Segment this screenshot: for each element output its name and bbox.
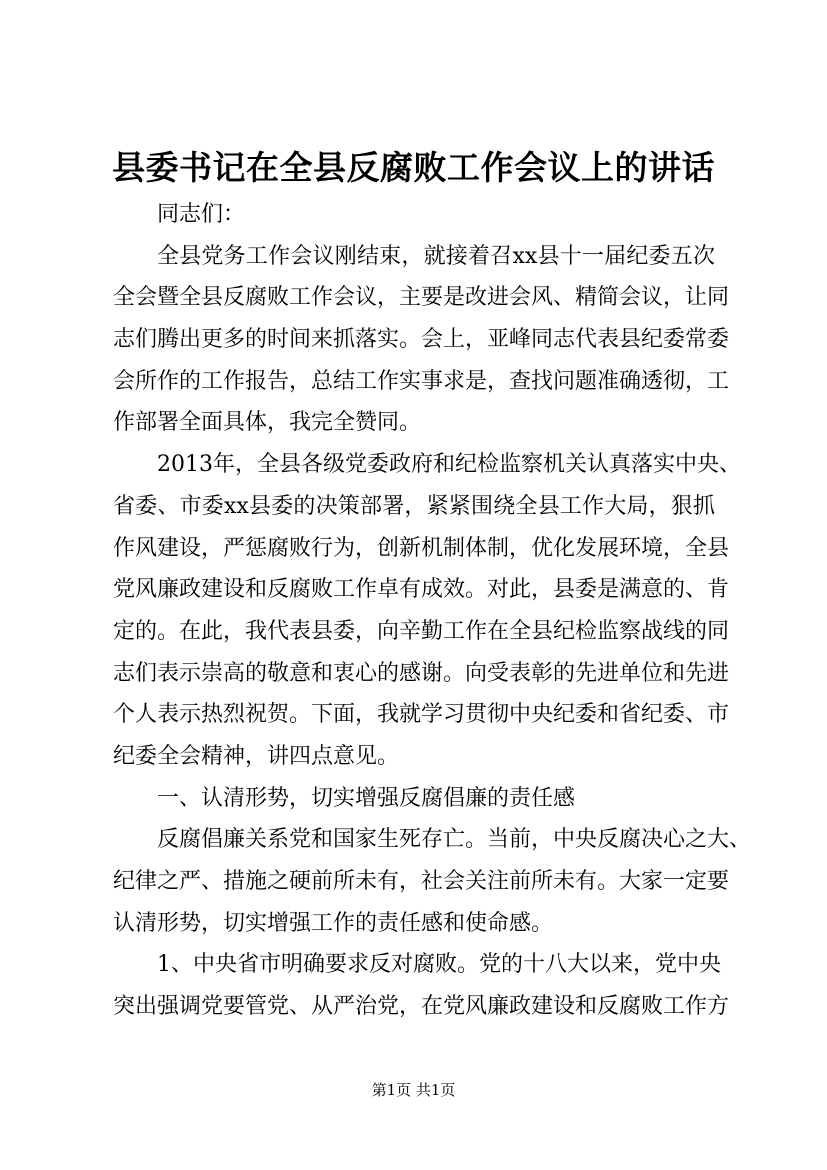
body-line: 个人表示热烈祝贺。下面，我就学习贯彻中央纪委和省纪委、市 [113, 702, 730, 728]
body-line: 1、中央省市明确要求反对腐败。党的十八大以来，党中央 [157, 952, 721, 978]
body-line: 省委、市委xx县委的决策部署，紧紧围绕全县工作大局，狠抓 [113, 493, 715, 519]
body-line: 全会暨全县反腐败工作会议，主要是改进会风、精简会议，让同 [113, 285, 730, 311]
document-title: 县委书记在全县反腐败工作会议上的讲话 [112, 148, 715, 187]
body-line: 反腐倡廉关系党和国家生死存亡。当前，中央反腐决心之大、 [157, 827, 752, 853]
body-line: 认清形势，切实增强工作的责任感和使命感。 [113, 910, 554, 936]
page-footer: 第1页 共1页 [371, 1081, 456, 1099]
body-line: 作部署全面具体，我完全赞同。 [113, 410, 422, 436]
body-line: 党风廉政建设和反腐败工作卓有成效。对此，县委是满意的、肯 [113, 577, 730, 603]
body-line: 同志们： [157, 202, 246, 227]
body-line: 纪委全会精神，讲四点意见。 [113, 743, 400, 769]
body-line: 突出强调党要管党、从严治党，在党风廉政建设和反腐败工作方 [113, 994, 730, 1020]
body-line: 纪律之严、措施之硬前所未有，社会关注前所未有。大家一定要 [113, 869, 730, 894]
body-line: 全县党务工作会议刚结束，就接着召xx县十一届纪委五次 [157, 243, 715, 269]
body-line: 一、认清形势，切实增强反腐倡廉的责任感 [157, 785, 576, 811]
body-line: 作风建设，严惩腐败行为，创新机制体制，优化发展环境，全县 [113, 535, 730, 561]
body-line: 定的。在此，我代表县委，向辛勤工作在全县纪检监察战线的同 [113, 618, 730, 644]
body-line: 志们腾出更多的时间来抓落实。会上，亚峰同志代表县纪委常委 [113, 327, 730, 353]
document-body [113, 194, 752, 1028]
body-line: 会所作的工作报告，总结工作实事求是，查找问题准确透彻，工 [113, 368, 730, 394]
body-line: 志们表示崇高的敬意和衷心的感谢。向受表彰的先进单位和先进 [113, 660, 730, 686]
body-line: 2013年，全县各级党委政府和纪检监察机关认真落实中央、 [157, 452, 741, 478]
